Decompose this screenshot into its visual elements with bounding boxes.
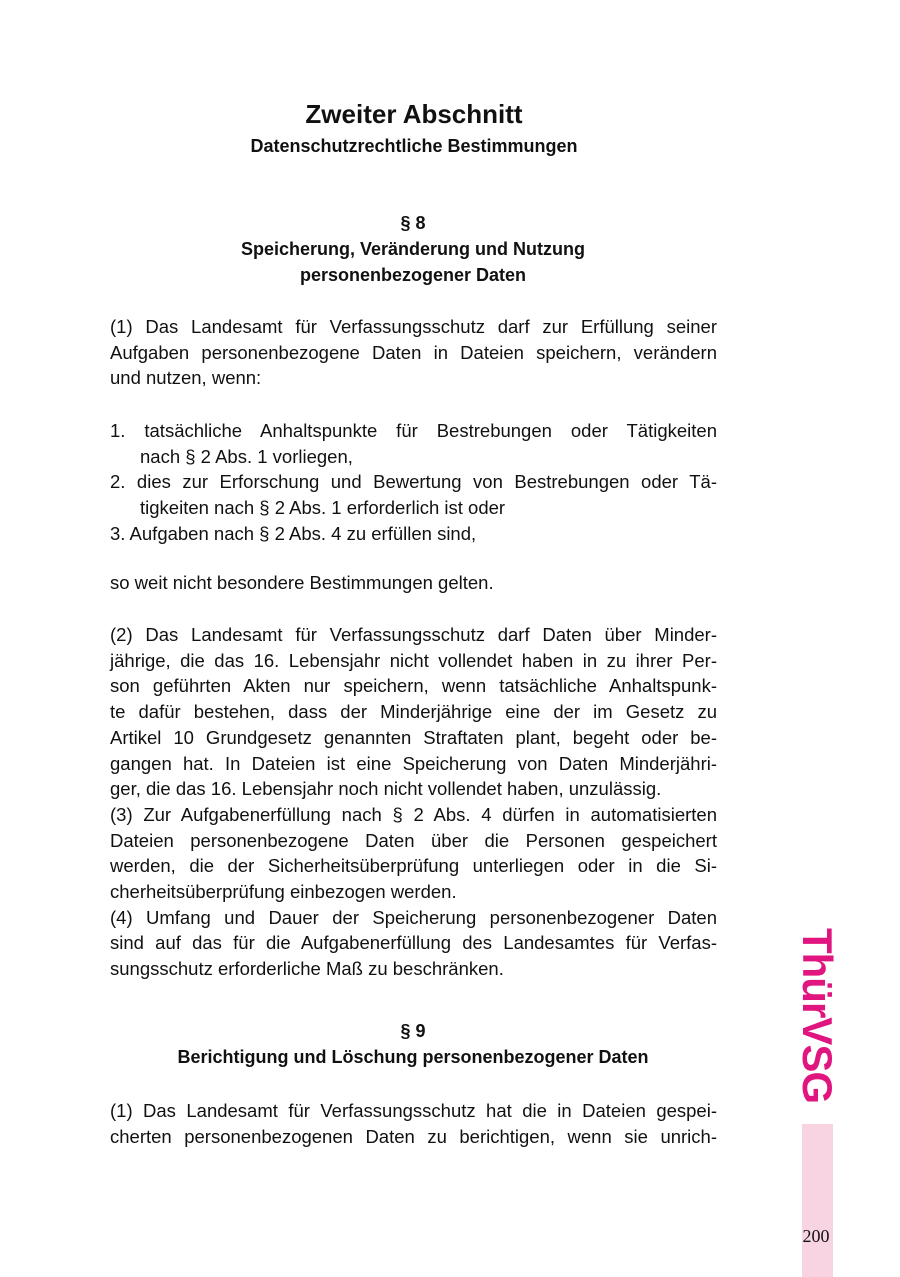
text-line: te dafür bestehen, dass der Minderjährige eine der im Gesetz zu: [110, 701, 717, 723]
text-line: son geführten Akten nur speichern, wenn tatsächliche Anhaltspunk-: [110, 675, 717, 697]
text-line: Aufgaben personenbezogene Daten in Dateien speichern, verändern: [110, 341, 717, 363]
section-8-title-line: Speicherung, Veränderung und Nutzung: [240, 239, 585, 259]
text-line: sungsschutz erforderliche Maß zu beschränken.: [110, 958, 504, 980]
text-line: jährige, die das 16. Lebensjahr nicht vollendet haben in zu ihrer Per-: [110, 649, 717, 671]
text-line: (3) Zur Aufgabenerfüllung nach § 2 Abs. 4 dürfen in automatisierten: [110, 803, 717, 825]
section-9-paragraph-1: [110, 1098, 717, 1149]
text-line: sind auf das für die Aufgabenerfüllung des Landesamtes für Verfas-: [110, 932, 717, 954]
text-line: so weit nicht besondere Bestimmungen gelten.: [110, 572, 494, 593]
list-item: 2. dies zur Erforschung und Bewertung von Bestrebungen oder Tä-: [110, 471, 717, 493]
page-title: Zweiter Abschnitt: [305, 99, 523, 129]
section-8-heading: [108, 210, 718, 288]
page-number: 200: [802, 1226, 830, 1246]
text-line: cherheitsüberprüfung einbezogen werden.: [110, 881, 457, 903]
text-line: gangen hat. In Dateien ist eine Speicherung von Daten Minderjähri-: [110, 752, 717, 774]
list-item-continuation: tigkeiten nach § 2 Abs. 1 erforderlich ist oder: [140, 497, 506, 519]
section-9-heading: [108, 1018, 718, 1070]
section-8-number: § 8: [400, 213, 426, 233]
text-line: Artikel 10 Grundgesetz genannten Straftaten plant, begeht oder be-: [110, 726, 717, 748]
text-line: ger, die das 16. Lebensjahr noch nicht vollendet haben, unzulässig.: [110, 778, 662, 800]
section-9-number: § 9: [400, 1021, 426, 1041]
text-line: (1) Das Landesamt für Verfassungsschutz darf zur Erfüllung seiner: [110, 316, 717, 337]
text-line: und nutzen, wenn:: [110, 367, 262, 389]
section-8-paragraph-1: [110, 314, 717, 391]
section-8-title-line: personenbezogener Daten: [299, 265, 527, 285]
text-line: (2) Das Landesamt für Verfassungsschutz darf Daten über Minder-: [110, 624, 717, 645]
page-tab-bar: [802, 1124, 833, 1277]
section-9-title: Berichtigung und Löschung personenbezogener Daten: [177, 1047, 649, 1067]
text-line: werden, die der Sicherheitsüberprüfung unterliegen oder in die Si-: [110, 855, 717, 877]
page-subtitle: Datenschutzrechtliche Bestimmungen: [250, 136, 578, 156]
section-8-list: [110, 418, 717, 547]
text-line: cherten personenbezogenen Daten zu berichtigen, wenn sie unrich-: [110, 1125, 717, 1147]
law-abbreviation-label: ThürVSG: [794, 928, 841, 1104]
section-8-closing: [110, 570, 717, 596]
list-item-continuation: nach § 2 Abs. 1 vorliegen,: [140, 445, 353, 467]
text-line: (4) Umfang und Dauer der Speicherung personenbezogener Daten: [110, 906, 717, 928]
list-item: 3. Aufgaben nach § 2 Abs. 4 zu erfüllen sind,: [110, 522, 477, 544]
section-8-paragraphs-2-4: [110, 622, 717, 982]
list-item: 1. tatsächliche Anhaltspunkte für Bestrebungen oder Tätigkeiten: [110, 420, 717, 441]
text-line: (1) Das Landesamt für Verfassungsschutz hat die in Dateien gespei-: [110, 1100, 717, 1121]
text-line: Dateien personenbezogene Daten über die Personen gespeichert: [110, 829, 717, 851]
